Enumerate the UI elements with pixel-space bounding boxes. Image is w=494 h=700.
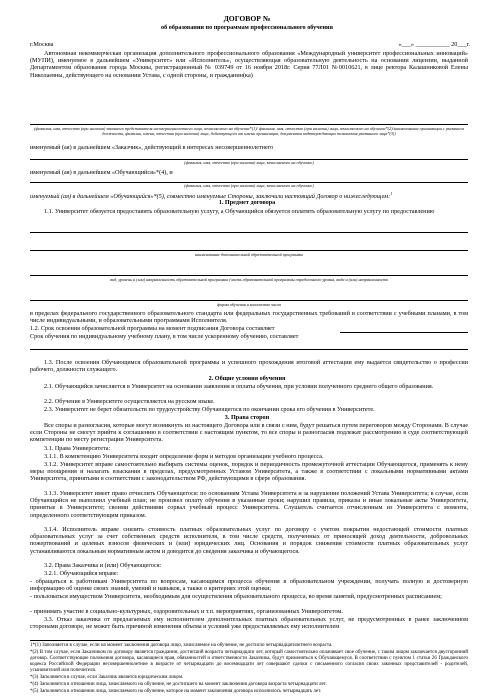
clause-3-1-2: 3.1.2. Университет вправе самостоятельно выбирать системы оценок, порядок и периодичность промежуточной аттестации Обучающегося, применять к нему меры поощрения и налагать взыскания в пределах, предусмотренных Уставом Университета, а также в соответствии с локальными нормативными актами Университета, принятыми в соответствии с законодательством РФ, действующими в сфере образования. [30, 461, 468, 483]
clause-3-2-1-c: - принимать участие в социально-культурных, оздоровительных и т.п. мероприятиях, организованных Университетом. [30, 608, 343, 615]
footnote-2: *(2) В том случае, если Заказчиком по договору является гражданин, достигший возраста четырнадцати лет, который самостоятельно оплачивает свое обучение, с таким лицом заключается двусторонний договор. Соответствующие положения договора, касающиеся прав, обязанностей и ответственности Заказчика, будут применяться к Обучающемуся. В соответствии с пунктом 1 статьи 26 Гражданского кодекса Российской Федерации несовершеннолетние в возрасте от четырнадцати до восемнадцати лет совершают сделки с письменного согласия своих законных представителей - родителей, усыновителей или попечителя. [30, 650, 468, 673]
clause-3-1-4: 3.1.4. Исполнитель вправе снизить стоимость платных образовательных услуг по договору с учетом покрытия недостающей стоимости платных образовательных услуг за счет собственных средств исполнителя, в том числе средств, полученных от приносящей доход деятельности, добровольных пожертвований и целевых взносов физических и (или) юридических лиц. Основания и порядок снижения стоимости платных образовательных услуг устанавливаются локальным нормативным актом и доводится до сведения заказчика и обучающегося. [30, 526, 468, 555]
clause-1-2: 1.2. Срок освоения образовательной программы на момент подписания Договора составляет [30, 325, 275, 332]
clause-3-1: 3.1. Права Университета: [44, 445, 111, 452]
line-zakazchik: именуемый (ая) в дальнейшем «Заказчик», действующий в интересах несовершеннолетнего [30, 144, 274, 151]
footnote-separator [30, 640, 160, 641]
line-obuchayushchiysya-2: именуемый (ая) в дальнейшем «Обучающийся»*(5), совместно именуемые Стороны, заключили настоящий Договор о нижеследующем:$^1$ [30, 191, 393, 201]
place: г.Москва [30, 41, 54, 48]
clause-3-2-1-b: - пользоваться имуществом Университета, необходимым для осуществления образовательного процесса, во время занятий, предусмотренных расписанием; [30, 593, 442, 600]
note-program-type: вид, уровень и (или) направленность образовательной программы (часть образовательной программы определенного уровня, вида и (или) направленности [110, 277, 388, 282]
note-program-name: наименование дополнительной образовательной программы [194, 252, 304, 257]
clause-3-1-1: 3.1.1. В компетенцию Университета входит определение форм и методов организации учебного процесса. [44, 453, 324, 460]
clause-3-intro: Все споры и разногласия, которые могут возникнуть из настоящего Договора или в связи с ним, будут решаться путем переговоров между Сторонами. В случае если Стороны не смогут прийти к соглашению в соответствии с настоящим пунктом, то все споры и разногласия подлежат рассмотрению в суде соответствующей компетенции по месту регистрации Университета. [30, 422, 468, 444]
date-line: «___» ___________ 20___г. [398, 41, 470, 48]
line-obuchayushchiysya-1: именуемый (ая) в дальнейшем «Обучающийся»*(4), и [30, 169, 173, 176]
fill-line [30, 250, 468, 251]
note-representative: (фамилия, имя, отчество (при наличии) законного представителя несовершеннолетнего лица, зачисляемого на обучение*(1)/ фамилия, имя, отчество (при наличии) лица, зачисляемого на обучение*(2)/наименование организации с указанием должности, фамилии, имени, отчества (при наличии) лица, действующего от имени организации, документов подтверждающих полномочия указанного лица*(3)) [34, 126, 464, 136]
clause-2-2: 2.2. Обучение в Университете осуществляется на русском языке. [44, 398, 215, 405]
footnote-3: *(3) Заполняется в случае, если Заказчик является юридическим лицом. [30, 675, 184, 680]
section-2-heading: 2. Общие условия обучения [208, 375, 286, 382]
fill-line [30, 300, 468, 301]
fill-line [30, 124, 468, 125]
clause-2-3: 2.3. Университет не берет обязательств по трудоустройству Обучающегося по окончании срока его обучения в Университете. [44, 406, 375, 413]
clause-1-1: 1.1. Университет обязуется предоставить образовательную услугу, а Обучающийся обязуется оплатить образовательную услугу по предоставлению [44, 208, 435, 215]
clause-1-1-continued: в пределах федерального государственного образовательного стандарта или федеральных государственных требований в соответствии с учебными планами, в том числе индивидуальными, и образовательными программами Исполнителя. [30, 310, 468, 325]
section-3-heading: 3. Права сторон [224, 414, 270, 421]
document-subtitle: об образовании по программам профессионального обучения [161, 24, 333, 31]
note-student-name: (фамилия, имя, отчество (при наличии) лица, зачисляемого на обучение) [184, 160, 314, 165]
section-1-heading: 1. Предмет договора [218, 199, 276, 206]
clause-1-2-individual: Срок обучения по индивидуальному учебному плану, в том числе ускоренному обучению, составляет [30, 333, 299, 340]
footnote-4: *(4) Заполняется в отношении лица, зачисляемого на обучение, не достигшего на момент заключения договора возраста четырнадцати лет. [30, 682, 327, 687]
clause-3-3: 3.3. Отказ заказчика от предлагаемых ему исполнителем дополнительных платных образовательных услуг, не предусмотренных в ранее заключенном сторонами договоре, не может быть причиной изменения объема и условий уже предоставляемых ему исполнителем [30, 616, 468, 631]
fill-line [30, 232, 468, 233]
note-form-hours: форма обучения и количество часов [217, 302, 281, 307]
note-student-name-2: (фамилия, имя, отчество (при наличии) лица, зачисляемого на обучение) [184, 183, 314, 188]
clause-2-1: 2.1. Обучающийся зачисляется в Университет на основании заявления и оплаты обучения, при условии полученного среднего общего образования. [44, 383, 434, 390]
preamble: Автономная некоммерческая организация дополнительного профессионального образования «Международный университет профессиональных инноваций» (МУПИ), именуемое в дальнейшем «Университет» или «Исполнитель», осуществляющая образовательную деятельность на основании лицензии, выданной Департаментом образования города Москвы, регистрационный № 039749 от 16 ноября 2018г. Серия 77Л01 №0010621, в лице ректора Калашниковой Елены Николаевны, действующего на основании Устава, с одной стороны, и гражданин(ка) [30, 50, 468, 79]
clause-3-2-1-a: - обращаться к работникам Университета по вопросам, касающимся процесса обучения в образовательном учреждении, получать полную и достоверную информацию об оценке своих знаний, умений и навыков, а также о критериях этой оценки; [30, 578, 468, 593]
fill-line [30, 275, 468, 276]
fill-line [30, 349, 468, 350]
clause-3-1-3: 3.1.3. Университет имеет право отчислить Обучающегося: по основаниям Устава Университета и за нарушение положений Устава Университета; в случае, если Обучающийся не выполнил учебный план; не произвел оплату обучения в указанные сроки; нарушил правила, приказы и иные локальные акты Университета, принятые в Университете; своими действиями сорвал учебный процесс Университета. Слушатель считается отчисленным из Университета с момента, определенного соответствующим приказом. [30, 490, 468, 519]
clause-1-3: 1.3. После освоения Обучающимся образовательной программы и успешного прохождения итоговой аттестации ему выдается свидетельство о профессии рабочего, должности служащего. [30, 359, 468, 374]
clause-3-2-1: 3.2.1. Обучающийся вправе: [44, 570, 119, 577]
footnote-5: *(5) Заполняется в отношении лица, зачисляемого на обучение, которое на момент заключения договора исполнилось четырнадцать лет. [30, 689, 322, 694]
footnote-1: 1*(1) Заполняется в случае, если на момент заключения договора лицо, зачисляемое на обучение, не достигло четырнадцатилетнего возраста. [30, 643, 333, 648]
clause-3-2: 3.2. Права Заказчика и (или) Обучающегося: [44, 562, 162, 569]
document-title: ДОГОВОР № [223, 14, 271, 23]
